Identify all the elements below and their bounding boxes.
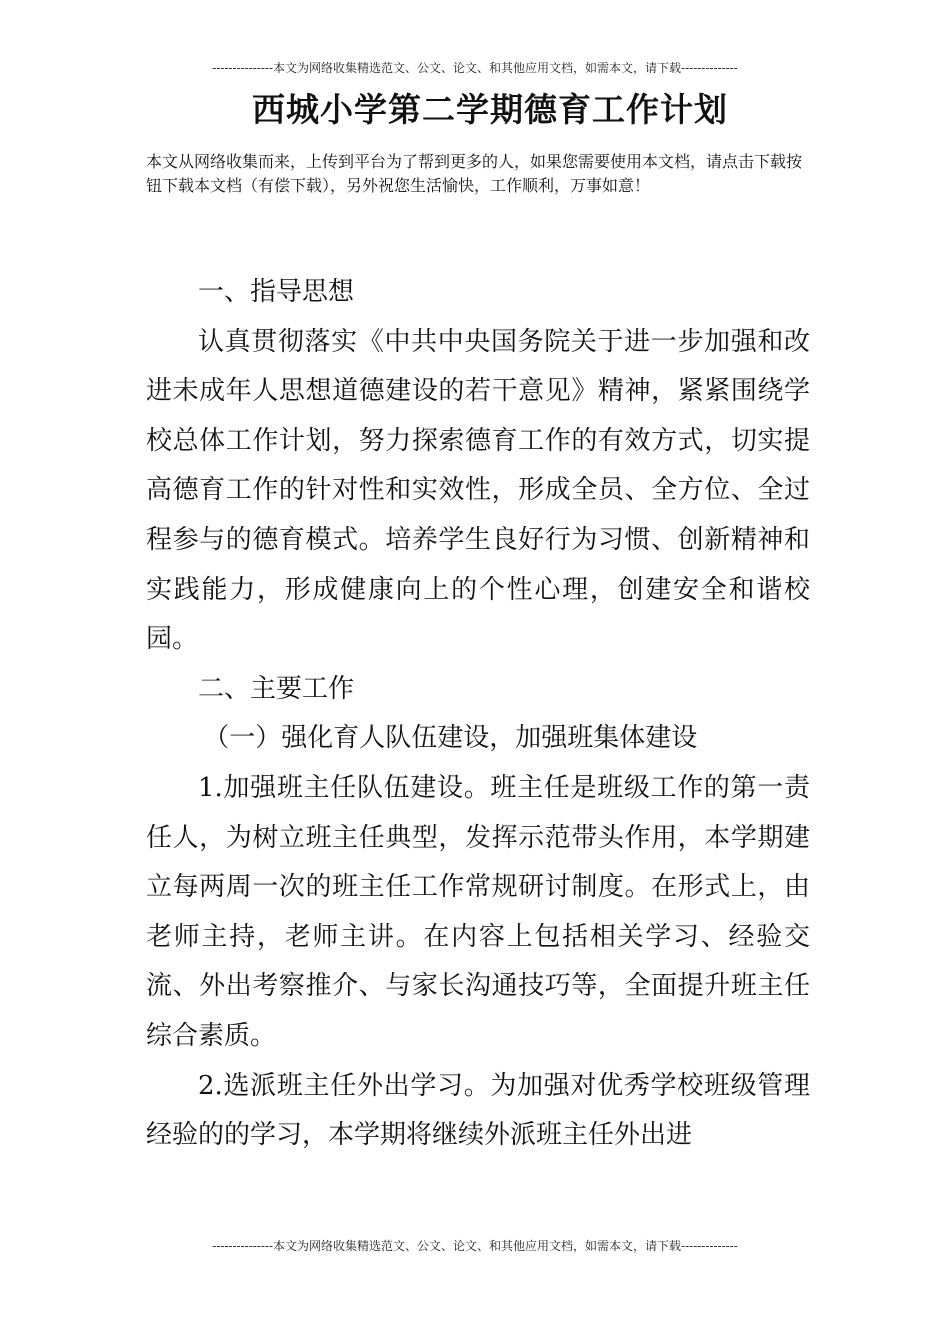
section-heading-main-work: 二、主要工作 — [198, 673, 355, 704]
document-title: 西城小学第二学期德育工作计划 — [252, 90, 728, 129]
paragraph-item-1: 1.加强班主任队伍建设。班主任是班级工作的第一责任人，为树立班主任典型，发挥示范带头作用，本学期建立每两周一次的班主任工作常规研讨制度。在形式上，由老师主持，老师主讲。在内容上包括相关学习、经验交流、外出考察推介、与家长沟通技巧等，全面提升班主任综合素质。 — [146, 772, 810, 1051]
paragraph-item-2: 2.选派班主任外出学习。为加强对优秀学校班级管理经验的的学习，本学期将继续外派班主任外出进 — [146, 1070, 810, 1151]
paragraph-guiding-thought: 认真贯彻落实《中共中央国务院关于进一步加强和改进未成年人思想道德建设的若干意见》精神，紧紧围绕学校总体工作计划，努力探索德育工作的有效方式，切实提高德育工作的针对性和实效性，形成全员、全方位、全过程参与的德育模式。培养学生良好行为习惯、创新精神和实践能力，形成健康向上的个性心理，创建安全和谐校园。 — [146, 326, 810, 655]
subsection-heading-team-building: （一）强化育人队伍建设，加强班集体建设 — [203, 723, 698, 754]
document-body — [146, 268, 810, 1161]
header-note: ---------------本文为网络收集精选范文、公文、论文、和其他应用文档，如需本文，请下载-------------- — [212, 61, 738, 75]
footer-note: ---------------本文为网络收集精选范文、公文、论文、和其他应用文档，如需本文，请下载-------------- — [212, 1239, 738, 1253]
intro-paragraph: 本文从网络收集而来，上传到平台为了帮到更多的人，如果您需要使用本文档，请点击下载按钮下载本文档（有偿下载），另外祝您生活愉快，工作顺利，万事如意！ — [146, 152, 803, 195]
section-heading-guiding-thought: 一、指导思想 — [198, 277, 355, 307]
